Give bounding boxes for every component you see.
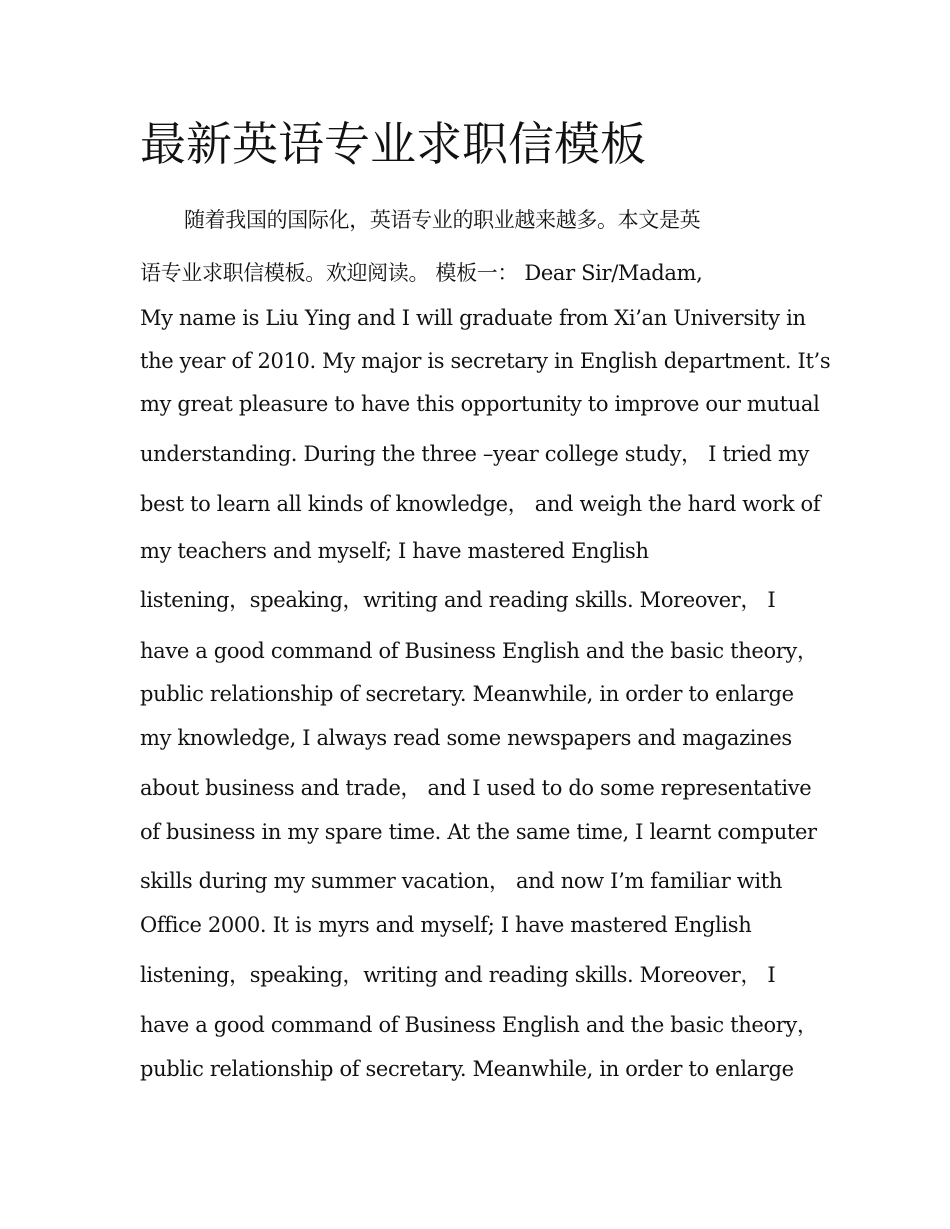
body-line-3: My name is Liu Ying and I will graduate from Xi’an University in bbox=[140, 306, 806, 330]
body-line-4: the year of 2010. My major is secretary in English department. It’s bbox=[140, 349, 831, 373]
body-line-17: listening，speaking，writing and reading skills. Moreover， I bbox=[140, 963, 776, 987]
body-line-1: 随着我国的国际化，英语专业的职业越来越多。本文是英 bbox=[184, 208, 701, 232]
body-line-6: understanding. During the three –year college study， I tried my bbox=[140, 442, 810, 466]
body-line-16: Office 2000. It is myrs and myself; I have mastered English bbox=[140, 913, 752, 937]
body-line-11: public relationship of secretary. Meanwhile, in order to enlarge bbox=[140, 682, 794, 706]
body-line-13: about business and trade， and I used to do some representative bbox=[140, 776, 812, 800]
body-line-10: have a good command of Business English and the basic theory， bbox=[140, 639, 818, 663]
body-line-19: public relationship of secretary. Meanwhile, in order to enlarge bbox=[140, 1057, 794, 1081]
body-line-5: my great pleasure to have this opportunity to improve our mutual bbox=[140, 392, 820, 416]
document-title: 最新英语专业求职信模板 bbox=[140, 117, 646, 171]
body-line-12: my knowledge, I always read some newspapers and magazines bbox=[140, 726, 792, 750]
body-line-2: 语专业求职信模板。欢迎阅读。 模板一： Dear Sir/Madam, bbox=[140, 261, 703, 285]
body-line-18: have a good command of Business English and the basic theory， bbox=[140, 1013, 818, 1037]
body-line-8: my teachers and myself; I have mastered English bbox=[140, 539, 649, 563]
body-line-9: listening，speaking，writing and reading skills. Moreover， I bbox=[140, 588, 776, 612]
body-line-15: skills during my summer vacation， and now I’m familiar with bbox=[140, 869, 782, 893]
body-line-7: best to learn all kinds of knowledge， and weigh the hard work of bbox=[140, 492, 821, 516]
body-line-14: of business in my spare time. At the same time, I learnt computer bbox=[140, 820, 817, 844]
